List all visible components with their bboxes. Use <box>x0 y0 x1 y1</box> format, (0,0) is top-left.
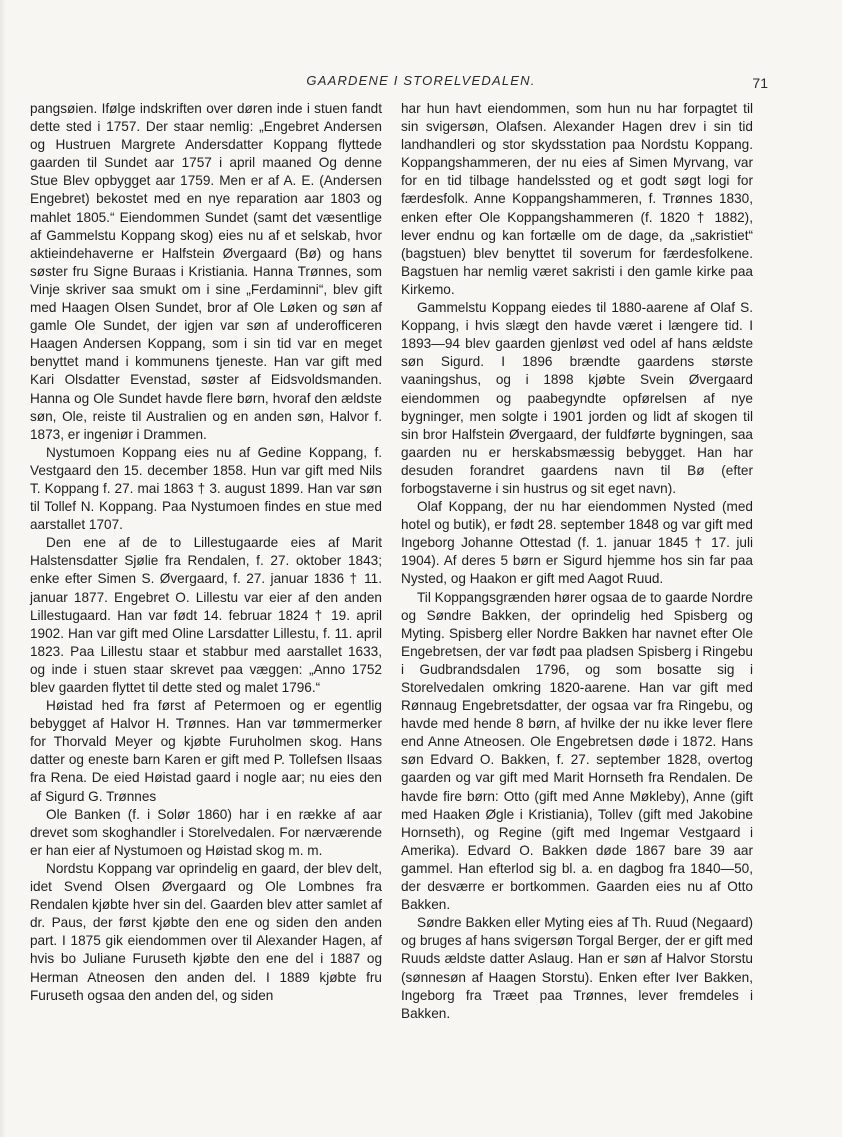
page-edge <box>0 0 6 1137</box>
paragraph-sundet-inscription: pangsøien. Ifølge indskriften over døren inde i stuen fandt dette sted i 1757. Der staar nemlig: „Engebret Andersen og Hustruen Margrete Andersdatter Koppang flyttede gaarden til Sundet aar 1757 i april maaned Og denne Stue Blev opbygget aar 1759. Men er af A. E. (Andersen Engebret) bekostet med en nye reparation aar 1803 og mahlet 1805.“ Eiendommen Sundet (samt det væsentlige af Gammelstu Koppang skog) eies nu af et selskab, hvor aktieindehaverne er Halfstein Øvergaard (Bø) og hans søster fru Signe Buraas i Kristiania. Hanna Trønnes, som Vinje skriver saa smukt om i sine „Ferdaminni“, blev gift med Haagen Olsen Sundet, bror af Ole Løken og søn af gamle Ole Sundet, der igjen var søn af underofficeren Haagen Andersen Koppang, som i sin tid var en meget benyttet mand i kommunens tjeneste. Han var gift med Kari Olsdatter Evenstad, søster af Eidsvoldsmanden. Hanna og Ole Sundet havde flere børn, hvoraf den ældste søn, Ole, reiste til Australien og en anden søn, Halvor f. 1873, er ingeniør i Drammen. <box>30 101 382 442</box>
paragraph-sondre-bakken: Søndre Bakken eller Myting eies af Th. Ruud (Negaard) og bruges af hans svigersøn Torgal Berger, der er gift med Ruuds ældste datter Aslaug. Han er søn af Halvor Storstu (sønnesøn af Haagen Storstu). Enken efter Iver Bakken, Ingeborg fra Træet paa Trønnes, lever fremdeles i Bakken. <box>401 915 753 1021</box>
left-column <box>30 100 382 1005</box>
paragraph-lillestu: Den ene af de to Lillestugaarde eies af Marit Halstensdatter Sjølie fra Rendalen, f. 27. oktober 1843; enke efter Simen S. Øvergaard, f. 27. januar 1836 † 11. januar 1877. Engebret O. Lillestu var eier af den anden Lillestugaard. Han var født 14. februar 1824 † 19. april 1902. Han var gift med Oline Larsdatter Lillestu, f. 11. april 1823. Paa Lillestu staar et stabbur med aarstallet 1633, og inde i stuen staar skrevet paa væggen: „Anno 1752 blev gaarden flyttet til dette sted og malet 1796.“ <box>30 535 382 695</box>
paragraph-nordstu: Nordstu Koppang var oprindelig en gaard, der blev delt, idet Svend Olsen Øvergaard og Ole Lombnes fra Rendalen kjøbte hver sin del. Gaarden blev atter samlet af dr. Paus, der først kjøbte den ene og siden den anden part. I 1875 gik eiendommen over til Alexander Hagen, af hvis bo Juliane Furuseth kjøbte den ene del i 1887 og Herman Atneosen den anden del. I 1889 kjøbte fru Furuseth ogsaa den anden del, og siden <box>30 860 382 1003</box>
paragraph-koppangsgrenden: Til Koppangsgrænden hører ogsaa de to gaarde Nordre og Søndre Bakken, der oprindelig hed Spisberg og Myting. Spisberg eller Nordre Bakken har navnet efter Ole Engebretsen, der var født paa pladsen Spisberg i Ringebu i Gudbrandsdalen 1796, og som bosatte sig i Storelvedalen omkring 1820-aarene. Han var gift med Rønnaug Engebretsdatter, der ogsaa var fra Ringebu, og havde med hende 8 børn, af hvilke der nu ikke lever flere end Anne Atneosen. Ole Engebretsen døde i 1872. Hans søn Edvard O. Bakken, f. 27. september 1828, overtog gaarden og var gift med Marit Hornseth fra Rendalen. De havde fire børn: Otto (gift med Anne Møkleby), Anne (gift med Haaken Øgle i Kristiania), Tollev (gift med Jakobine Hornseth), og Regine (gift med Ingemar Vestgaard i Amerika). Edvard O. Bakken døde 1867 bare 39 aar gammel. Han efterlod sig bl. a. en dagbog fra 1840—50, der desværre er bortkommen. Gaarden eies nu af Otto Bakken. <box>401 589 753 913</box>
running-title: GAARDENE I STORELVEDALEN. <box>306 73 536 88</box>
paragraph-hoistad: Høistad hed fra først af Petermoen og er egentlig bebygget af Halvor H. Trønnes. Han var tømmermerker for Thorvald Meyer og kjøbte Furuholmen skog. Hans datter og eneste barn Karen er gift med P. Tollefsen Ilsaas fra Rena. De eied Høistad gaard i nogle aar; nu eies den af Sigurd G. Trønnes <box>30 698 382 804</box>
right-column <box>401 100 753 1023</box>
paragraph-koppangshammeren: har hun havt eiendommen, som hun nu har forpagtet til sin svigersøn, Olafsen. Alexander Hagen drev i sin tid landhandleri og stor skydsstation paa Nordstu Koppang. Koppangshammeren, der nu eies af Simen Myrvang, var for en tid tilbage handelssted og et godt søgt logi for færdesfolk. Anne Koppangshammeren, f. Trønnes 1830, enken efter Ole Koppangshammeren (f. 1820 † 1882), lever endnu og kan fortælle om de dage, da „sakristiet“ (bagstuen) blev benyttet til soverum for færdesfolkene. Bagstuen har nemlig været sakristi i den gamle kirke paa Kirkemo. <box>401 101 753 297</box>
paragraph-nystumoen: Nystumoen Koppang eies nu af Gedine Koppang, f. Vestgaard den 15. december 1858. Hun var gift med Nils T. Koppang f. 27. mai 1863 † 3. august 1899. Han var søn til Tollef N. Koppang. Paa Nystumoen findes en stue med aarstallet 1707. <box>30 444 382 533</box>
paragraph-gammelstu: Gammelstu Koppang eiedes til 1880-aarene af Olaf S. Koppang, i hvis slægt den havde været i længere tid. I 1893—94 blev gaarden gjenløst ved odel af hans ældste søn Sigurd. I 1896 brændte gaardens største vaaningshus, og i 1898 kjøbte Svein Øvergaard eiendommen og paabegyndte opførelsen af nye bygninger, men solgte i 1901 jorden og lidt af skogen til sin bror Halfstein Øvergaard, der fuldførte bygningen, saa gaarden nu er herskabsmæssig bebygget. Han har desuden forandret gaardens navn til Bø (efter forbogstaverne i sin hustrus og sit eget navn). <box>401 300 753 496</box>
page-number: 71 <box>752 75 768 91</box>
paragraph-ole-banken: Ole Banken (f. i Solør 1860) har i en række af aar drevet som skoghandler i Storelvedalen. For nærværende er han eier af Nystumoen og Høistad skog m. m. <box>30 806 382 858</box>
paragraph-olaf-koppang: Olaf Koppang, der nu har eiendommen Nysted (med hotel og butik), er født 28. september 1848 og var gift med Ingeborg Johanne Ottestad (f. 1. januar 1845 † 17. juli 1904). Af deres 5 børn er Sigurd hjemme hos sin far paa Nysted, og Haakon er gift med Aagot Ruud. <box>401 499 753 587</box>
